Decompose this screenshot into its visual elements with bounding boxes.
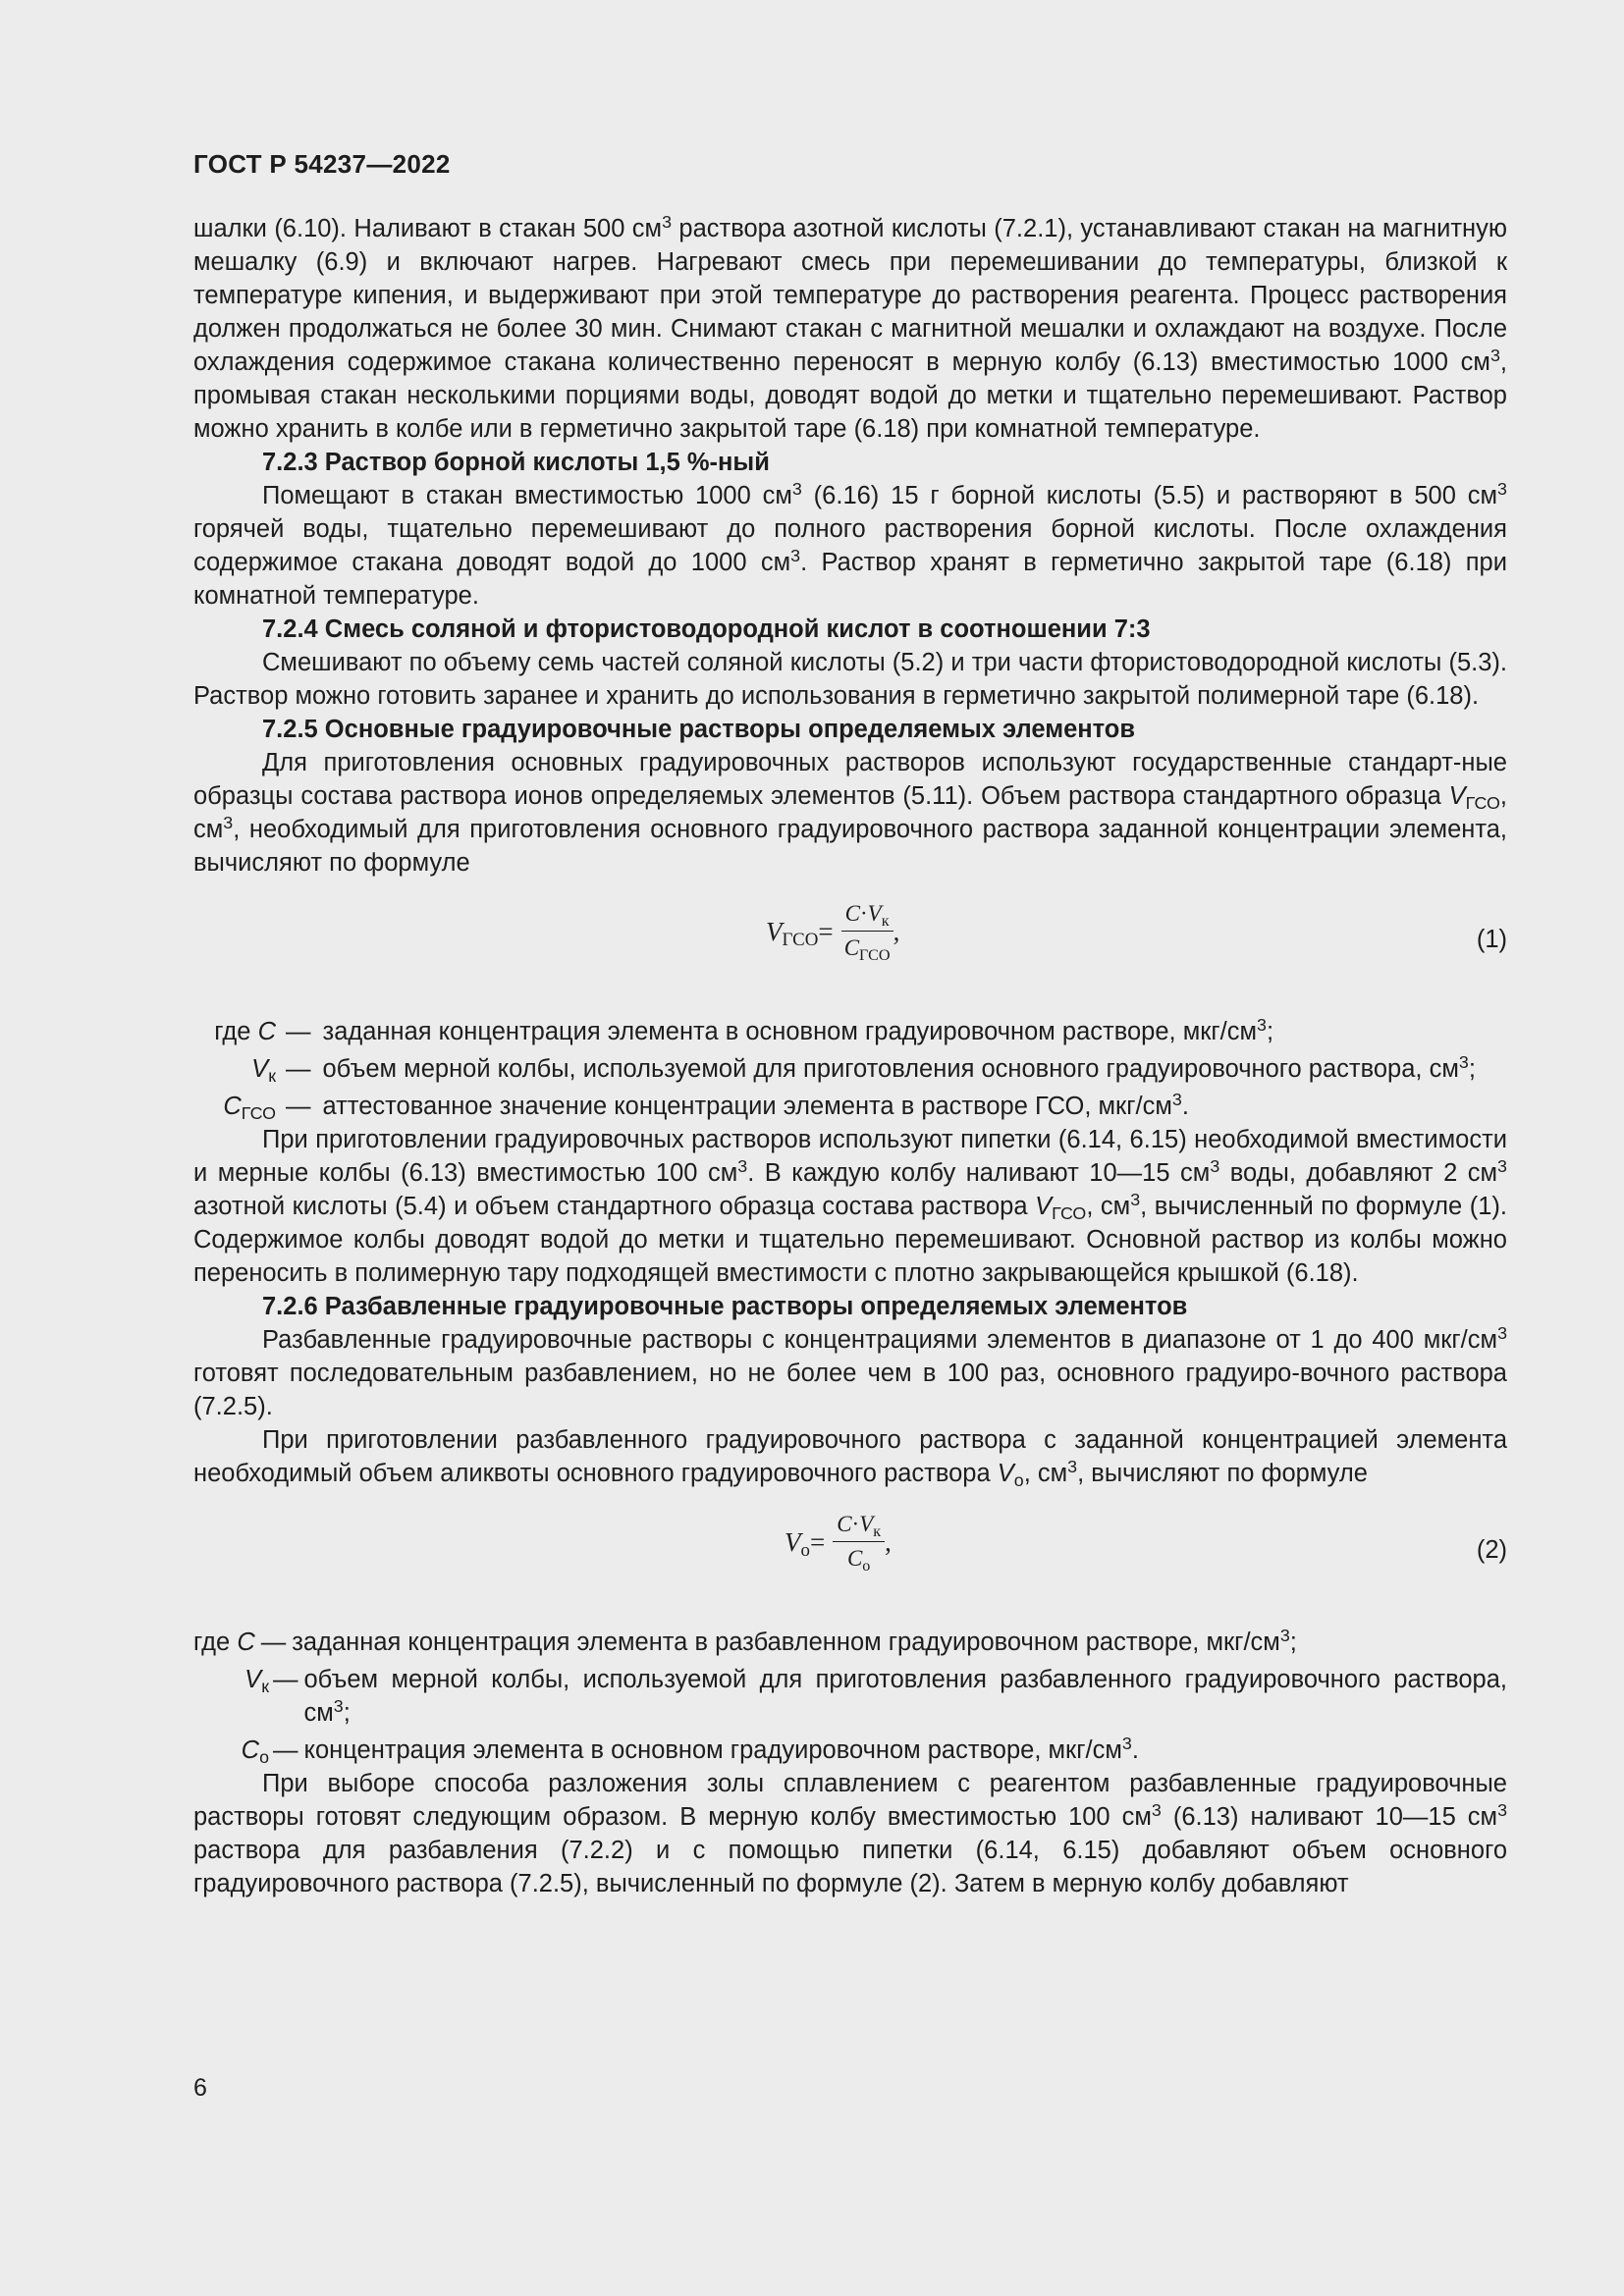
formula-1-fraction: $\frac{C\cdot V_к}{C_{ГСО}}$ (841, 899, 893, 963)
paragraph-7-2-5-continued: При приготовлении градуировочных растворов используют пипетки (6.14, 6.15) необходимой вместимости и мерные колбы (6.13) вместимостью 100 $см^3$. В каждую колбу наливают 10—15 $см^3$ воды, добавляют 2 $см^3$ азотной кислоты (5.4) и объем стандартного образца состава раствора $V_{ГСО}$, $см^3$, вычисленный по формуле (1). Содержимое колбы доводят водой до метки и тщательно перемешивают. Основной раствор из колбы можно переносить в полимерную тару подходящей вместимости с плотно закрывающейся крышкой (6.18). (193, 1126, 1508, 1287)
paragraph-7-2-4: Смешивают по объему семь частей соляной кислоты (5.2) и три части фтористоводородной кислоты (5.3). Раствор можно готовить заранее и хранить до использования в герметично закрытой полимерной таре (6.18). (193, 649, 1507, 710)
formula-2-definitions (193, 1626, 1507, 1767)
paragraph-continuation: шалки (6.10). Наливают в стакан 500 $см^3$ раствора азотной кислоты (7.2.1), устанавливают стакан на магнитную мешалку (6.9) и включают нагрев. Нагревают смесь при перемешивании до температуры, близкой к температуре кипения, и выдерживают при этой температуре до растворения реагента. Процесс растворения должен продолжаться не более 30 мин. Снимают стакан с магнитной мешалки и охлаждают на воздухе. После охлаждения содержимое стакана количественно переносят в мерную колбу (6.13) вместимостью 1000 $см^3$, промывая стакан несколькими порциями воды, доводят водой до метки и тщательно перемешивают. Раствор можно хранить в колбе или в герметично закрытой таре (6.18) при комнатной температуре. (193, 212, 1507, 443)
paragraph-fusion-method: При выборе способа разложения золы сплавлением с реагентом разбавленные градуировочные растворы готовят следующим образом. В мерную колбу вместимостью 100 $см^3$ (6.13) наливают 10—15 $см^3$ раствора для разбавления (7.2.2) и с помощью пипетки (6.14, 6.15) добавляют объем основного градуировочного раствора (7.2.5), вычисленный по формуле (2). Затем в мерную колбу добавляют (193, 1770, 1507, 1897)
definition-row: $V_к$ — объем мерной колбы, используемой для приготовления разбавленного градуировочного раствора, $см^3$; (244, 1666, 1507, 1727)
section-heading-7-2-4: 7.2.4 Смесь соляной и фтористоводородной кислот в соотношении 7:3 (262, 615, 1151, 643)
paragraph-7-2-6: Разбавленные градуировочные растворы с концентрациями элементов в диапазоне от 1 до 400 мкг/$см^3$ готовят последовательным разбавлением, но не более чем в 100 раз, основного градуиро-вочного раствора (7.2.5). (193, 1323, 1507, 1420)
definition-row: $V_к$ — объем мерной колбы, используемой для приготовления основного градуировочного раствора, $см^3$; (251, 1052, 1476, 1086)
formula-2-number: (2) (1476, 1536, 1507, 1564)
paragraph-7-2-3: Помещают в стакан вместимостью 1000 $см^3$ (6.16) 15 г борной кислоты (5.5) и растворяют в 500 $см^3$ горячей воды, тщательно перемешивают до полного растворения борной кислоты. После охлаждения содержимое стакана доводят водой до 1000 $см^3$. Раствор хранят в герметично закрытой таре (6.18) при комнатной температуре. (193, 479, 1507, 610)
section-heading-7-2-5: 7.2.5 Основные градуировочные растворы определяемых элементов (262, 716, 1136, 743)
paragraph-7-2-6-aliquot: При приготовлении разбавленного градуировочного раствора с заданной концентрацией элемента необходимый объем аликвоты основного градуировочного раствора $V_о$, $см^3$, вычисляют по формуле (193, 1426, 1507, 1490)
definition-row: $C_о$ — концентрация элемента в основном градуировочном растворе, мкг/$см^3$. (241, 1734, 1139, 1767)
document-header: ГОСТ Р 54237—2022 (193, 149, 451, 179)
formula-2-expression: $V_о$ = $\frac{C\cdot V_к}{C_о}$ , (785, 1512, 892, 1575)
section-heading-7-2-3: 7.2.3 Раствор борной кислоты 1,5 %-ный (262, 449, 770, 476)
definition-row: где C — заданная концентрация элемента в разбавленном градуировочном растворе, мкг/$см^3$; (193, 1626, 1297, 1656)
formula-2-fraction: $\frac{C\cdot V_к}{C_о}$ (833, 1510, 885, 1574)
formula-1-number: (1) (1476, 926, 1507, 953)
formula-1 (193, 899, 1507, 982)
definition-row: где C — заданная концентрация элемента в основном градуировочном растворе, мкг/$см^3$; (214, 1015, 1274, 1045)
formula-2 (193, 1510, 1507, 1592)
formula-1-definitions (193, 1015, 1507, 1123)
page-number: 6 (193, 2074, 207, 2102)
document-page (193, 147, 1507, 1900)
section-heading-7-2-6: 7.2.6 Разбавленные градуировочные растворы определяемых элементов (262, 1293, 1188, 1320)
formula-1-expression: $V_{ГСО}$ = $\frac{C\cdot V_к}{C_{ГСО}}$ , (766, 901, 900, 964)
definition-row: $C_{ГСО}$ — аттестованное значение концентрации элемента в растворе ГСО, мкг/$см^3$. (223, 1090, 1189, 1123)
paragraph-7-2-5: Для приготовления основных градуировочных растворов используют государственные стандарт-ные образцы состава раствора ионов определяемых элементов (5.11). Объем раствора стандартного образца $V_{ГСО}$, $см^3$, необходимый для приготовления основного градуировочного раствора заданной концентрации элемента, вычисляют по формуле (193, 749, 1507, 877)
